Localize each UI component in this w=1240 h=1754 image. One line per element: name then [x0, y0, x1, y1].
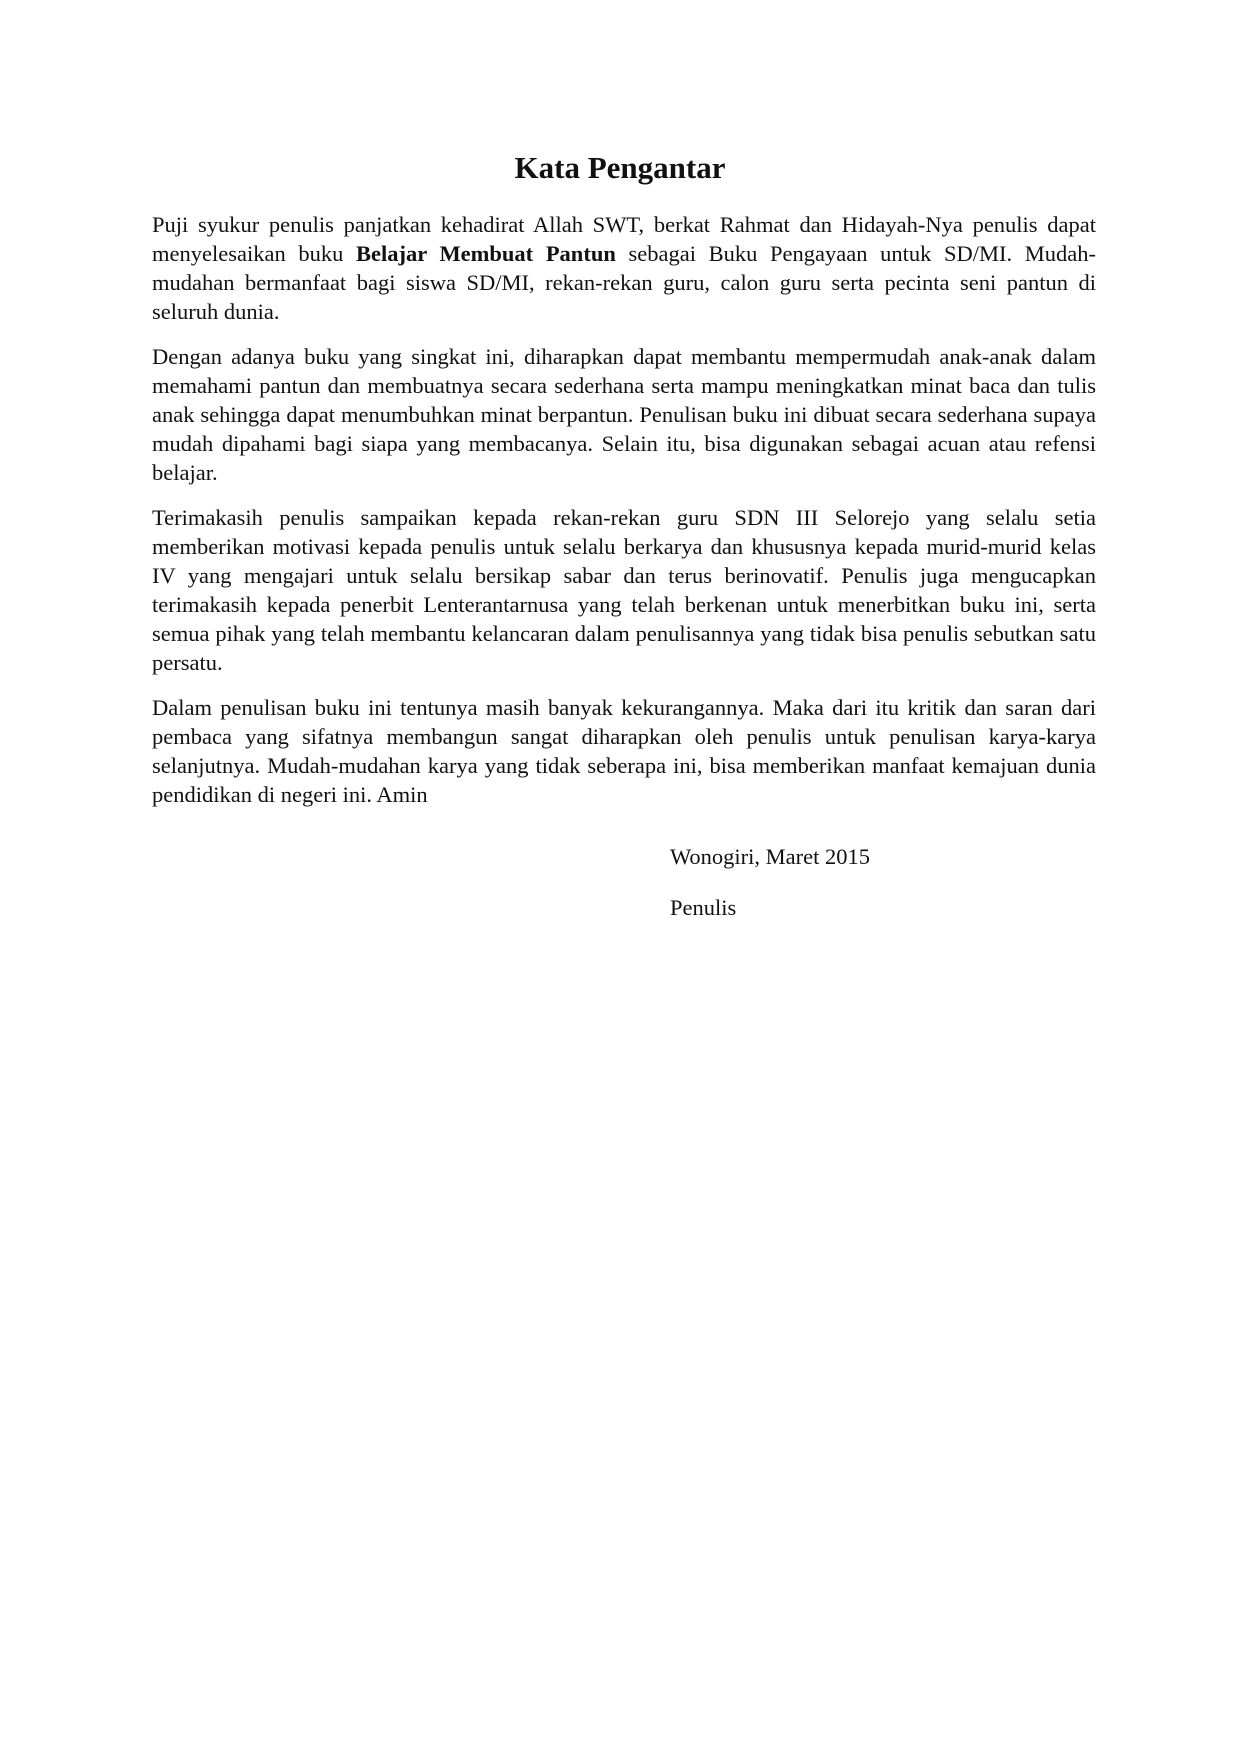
paragraph-4: Dalam penulisan buku ini tentunya masih banyak kekurangannya. Maka dari itu kritik dan saran dari pembaca yang sifatnya membangun sangat diharapkan oleh penulis untuk penulisan karya-karya selanjutnya. Mudah-mudahan karya yang tidak seberapa ini, bisa memberikan manfaat kemajuan dunia pendidikan di negeri ini. Amin [152, 695, 1096, 807]
page-title: Kata Pengantar [514, 150, 726, 185]
paragraph-1-end: sebagai Buku Pengayaan untuk SD/MI. Mudah-mudahan bermanfaat bagi siswa SD/MI, rekan-rekan guru, calon guru serta pecinta seni pantun di seluruh dunia. [152, 241, 1096, 324]
place-date: Wonogiri, Maret 2015 [670, 844, 871, 869]
paragraph-1 [152, 210, 1096, 326]
paragraph-3: Terimakasih penulis sampaikan kepada rekan-rekan guru SDN III Selorejo yang selalu setia memberikan motivasi kepada penulis untuk selalu berkarya dan khususnya kepada murid-murid kelas IV yang mengajari untuk selalu bersikap sabar dan terus berinovatif. Penulis juga mengucapkan terimakasih kepada penerbit Lenterantarnusa yang telah berkenan untuk menerbitkan buku ini, serta semua pihak yang telah membantu kelancaran dalam penulisannya yang tidak bisa penulis sebutkan satu persatu. [152, 505, 1096, 675]
paragraph-1-start: Puji syukur penulis panjatkan kehadirat Allah SWT, berkat Rahmat dan Hidayah-Nya penulis dapat menyelesaikan buku [152, 212, 1096, 266]
book-title-bold: Belajar Membuat Pantun [355, 241, 616, 266]
body-text [152, 210, 1096, 825]
author-signoff: Penulis [670, 895, 737, 920]
paragraph-2: Dengan adanya buku yang singkat ini, diharapkan dapat membantu mempermudah anak-anak dalam memahami pantun dan membuatnya secara sederhana serta mampu meningkatkan minat baca dan tulis anak sehingga dapat menumbuhkan minat berpantun. Penulisan buku ini dibuat secara sederhana supaya mudah dipahami bagi siapa yang membacanya. Selain itu, bisa digunakan sebagai acuan atau refensi belajar. [152, 344, 1096, 485]
